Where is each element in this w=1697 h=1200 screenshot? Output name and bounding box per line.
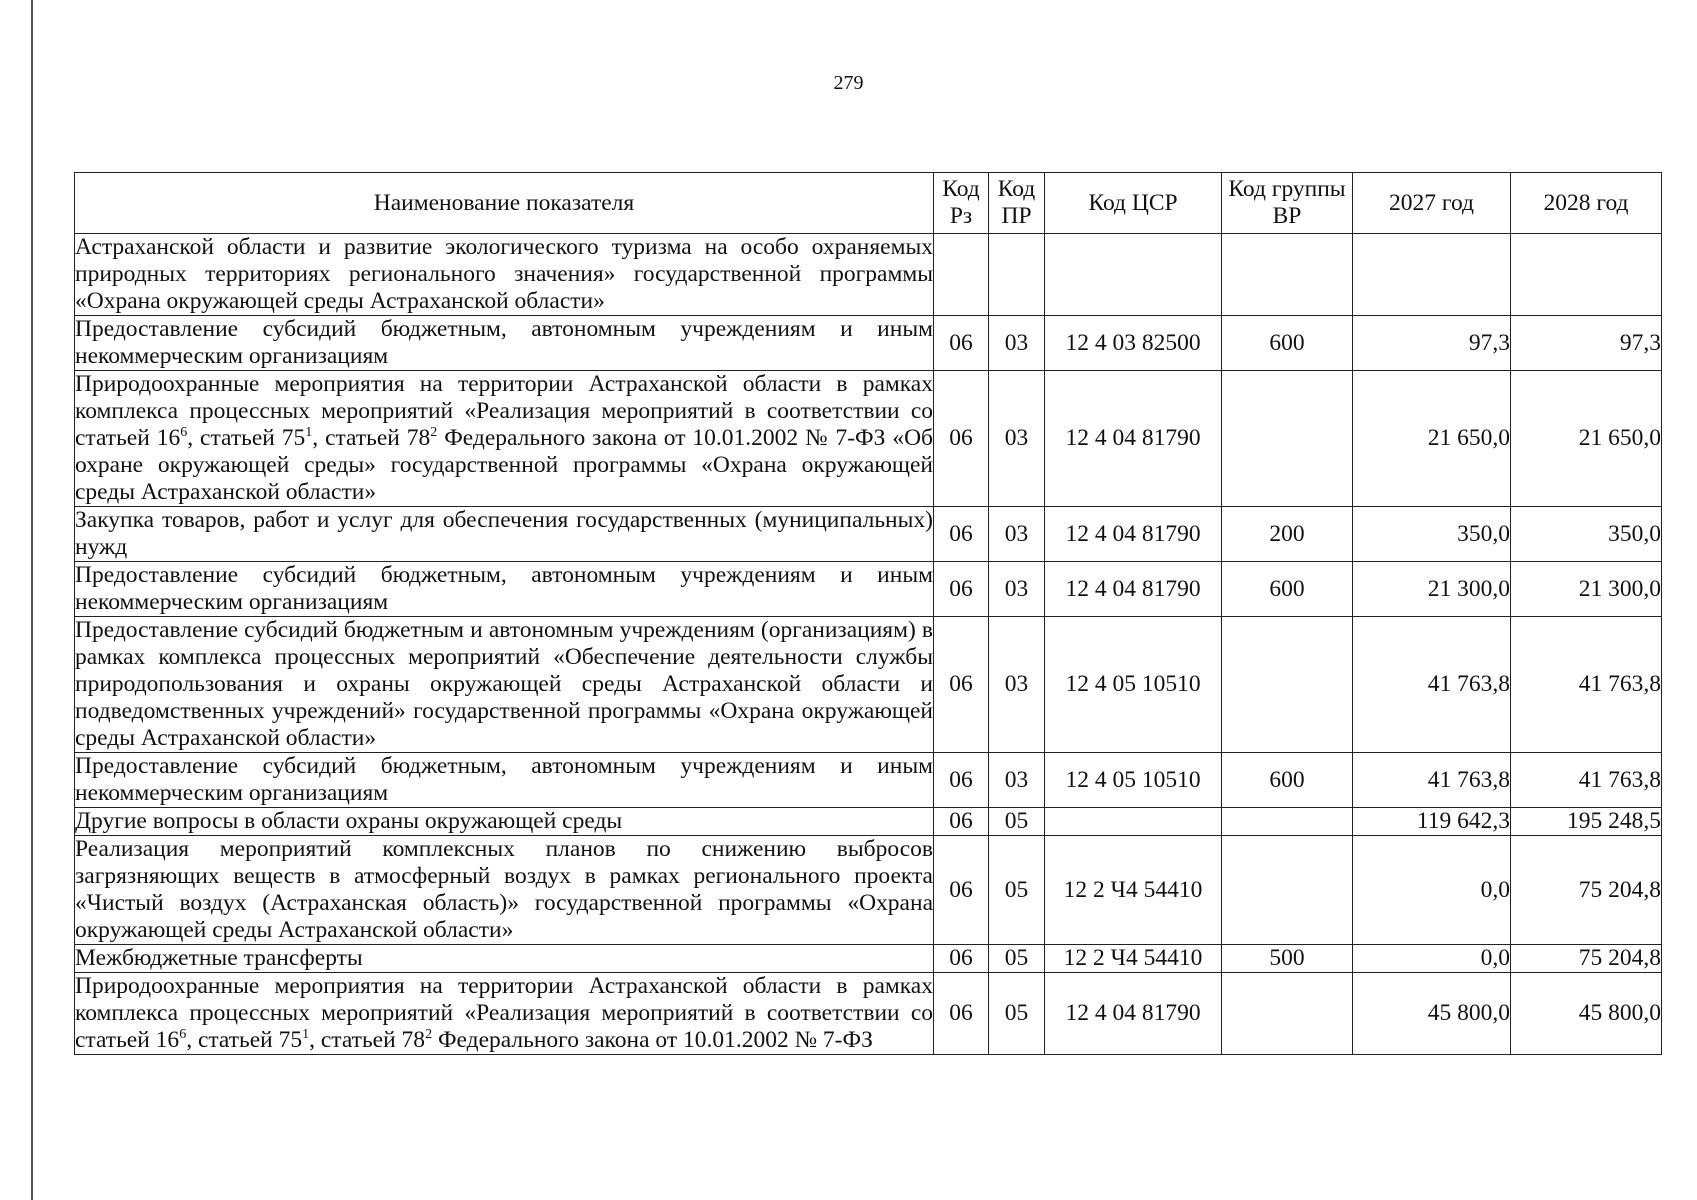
- row-2028: 75 204,8: [1511, 836, 1662, 945]
- table-row: [75, 973, 1662, 1055]
- page-number: 279: [833, 72, 864, 94]
- row-rz: 06: [934, 945, 989, 973]
- header-name: Наименование показателя: [75, 173, 934, 234]
- table-row: [75, 234, 1662, 316]
- row-csr: [1045, 234, 1222, 316]
- name-text: , статьей 78: [309, 1027, 426, 1053]
- name-text: Астраханской области и развитие экологического туризма на особо охраняемых природных территориях регионального значения» государственной программы «Охрана окружающей среды Астраханской области»: [75, 234, 933, 314]
- row-name: [75, 836, 934, 945]
- row-rz: 06: [934, 836, 989, 945]
- name-text: Федерального закона от 10.01.2002 № 7-ФЗ: [432, 1027, 873, 1053]
- row-2027: 350,0: [1353, 507, 1511, 562]
- row-vr: 500: [1222, 945, 1353, 973]
- row-name: [75, 973, 934, 1055]
- row-2028: 45 800,0: [1511, 973, 1662, 1055]
- row-2028: 41 763,8: [1511, 617, 1662, 753]
- row-2027: 21 650,0: [1353, 371, 1511, 507]
- name-text: Межбюджетные трансферты: [75, 945, 363, 971]
- superscript: 1: [302, 1027, 310, 1043]
- row-name: [75, 507, 934, 562]
- budget-table: [74, 172, 1662, 1055]
- header-csr: Код ЦСР: [1045, 173, 1222, 234]
- row-name: [75, 808, 934, 836]
- row-rz: 06: [934, 507, 989, 562]
- table-row: [75, 945, 1662, 973]
- table-body: [75, 234, 1662, 1055]
- row-2028: 97,3: [1511, 316, 1662, 371]
- row-2028: 41 763,8: [1511, 753, 1662, 808]
- name-text: Природоохранные мероприятия на территории Астраханской области в рамках комплекса процессных мероприятий «Реализация мероприятий в соответствии со статьей 16: [75, 371, 933, 451]
- row-pr: 03: [989, 753, 1045, 808]
- name-text: Другие вопросы в области охраны окружающей среды: [75, 808, 623, 834]
- row-2028: 75 204,8: [1511, 945, 1662, 973]
- row-pr: 03: [989, 507, 1045, 562]
- row-2027: [1353, 234, 1511, 316]
- header-vr: Код группы ВР: [1222, 173, 1353, 234]
- row-vr: [1222, 808, 1353, 836]
- row-pr: 05: [989, 808, 1045, 836]
- row-vr: 600: [1222, 753, 1353, 808]
- row-vr: [1222, 617, 1353, 753]
- row-vr: 200: [1222, 507, 1353, 562]
- table-row: [75, 371, 1662, 507]
- name-text: Предоставление субсидий бюджетным, автономным учреждениям и иным некоммерческим организациям: [75, 316, 933, 369]
- header-rz: Код Рз: [934, 173, 989, 234]
- row-csr: 12 4 05 10510: [1045, 753, 1222, 808]
- row-2028: [1511, 234, 1662, 316]
- row-pr: 05: [989, 836, 1045, 945]
- row-2027: 0,0: [1353, 836, 1511, 945]
- row-pr: 03: [989, 562, 1045, 617]
- row-vr: [1222, 234, 1353, 316]
- row-rz: 06: [934, 973, 989, 1055]
- row-csr: 12 4 04 81790: [1045, 973, 1222, 1055]
- row-pr: 03: [989, 617, 1045, 753]
- row-rz: [934, 234, 989, 316]
- superscript: 6: [179, 1027, 187, 1043]
- row-vr: [1222, 371, 1353, 507]
- row-rz: 06: [934, 808, 989, 836]
- name-text: Реализация мероприятий комплексных планов по снижению выбросов загрязняющих веществ в атмосферный воздух в рамках регионального проекта «Чистый воздух (Астраханская область)» государственной программы «Охрана окружающей среды Астраханской области»: [75, 836, 933, 943]
- name-text: Предоставление субсидий бюджетным и автономным учреждениям (организациям) в рамках комплекса процессных мероприятий «Обеспечение деятельности службы природопользования и охраны окружающей среды Астраханской области и подведомственных учреждений» государственной программы «Охрана окружающей среды Астраханской области»: [75, 617, 933, 751]
- row-2028: 21 650,0: [1511, 371, 1662, 507]
- row-csr: 12 2 Ч4 54410: [1045, 836, 1222, 945]
- row-name: [75, 316, 934, 371]
- row-rz: 06: [934, 617, 989, 753]
- header-2027: 2027 год: [1353, 173, 1511, 234]
- table-row: [75, 753, 1662, 808]
- row-2027: 45 800,0: [1353, 973, 1511, 1055]
- row-name: [75, 617, 934, 753]
- name-text: Предоставление субсидий бюджетным, автономным учреждениям и иным некоммерческим организациям: [75, 753, 933, 806]
- table-row: [75, 562, 1662, 617]
- row-csr: 12 4 04 81790: [1045, 562, 1222, 617]
- row-vr: [1222, 973, 1353, 1055]
- row-2027: 119 642,3: [1353, 808, 1511, 836]
- table-row: [75, 316, 1662, 371]
- row-pr: [989, 234, 1045, 316]
- row-2028: 21 300,0: [1511, 562, 1662, 617]
- superscript: 2: [425, 1027, 433, 1043]
- row-name: [75, 234, 934, 316]
- row-name: [75, 562, 934, 617]
- row-name: [75, 753, 934, 808]
- row-csr: 12 4 05 10510: [1045, 617, 1222, 753]
- superscript: 2: [430, 425, 438, 441]
- table-row: [75, 808, 1662, 836]
- row-2027: 41 763,8: [1353, 617, 1511, 753]
- row-name: [75, 371, 934, 507]
- row-vr: [1222, 836, 1353, 945]
- row-pr: 05: [989, 945, 1045, 973]
- name-text: Предоставление субсидий бюджетным, автономным учреждениям и иным некоммерческим организациям: [75, 562, 933, 615]
- name-text: Природоохранные мероприятия на территории Астраханской области в рамках комплекса процессных мероприятий «Реализация мероприятий в соответствии со статьей 16: [75, 973, 933, 1053]
- table-header-row: [75, 173, 1662, 234]
- binding-margin-line: [31, 0, 33, 1200]
- row-2028: 350,0: [1511, 507, 1662, 562]
- header-2028: 2028 год: [1511, 173, 1662, 234]
- row-vr: 600: [1222, 316, 1353, 371]
- row-2027: 0,0: [1353, 945, 1511, 973]
- superscript: 1: [305, 425, 313, 441]
- row-pr: 03: [989, 371, 1045, 507]
- name-text: , статьей 75: [186, 1027, 303, 1053]
- row-2027: 21 300,0: [1353, 562, 1511, 617]
- row-csr: [1045, 808, 1222, 836]
- row-rz: 06: [934, 371, 989, 507]
- row-pr: 03: [989, 316, 1045, 371]
- table-row: [75, 617, 1662, 753]
- superscript: 6: [180, 425, 188, 441]
- row-name: [75, 945, 934, 973]
- row-2027: 41 763,8: [1353, 753, 1511, 808]
- header-pr: Код ПР: [989, 173, 1045, 234]
- row-csr: 12 4 04 81790: [1045, 507, 1222, 562]
- table-row: [75, 507, 1662, 562]
- name-text: , статьей 75: [187, 425, 306, 451]
- table-row: [75, 836, 1662, 945]
- row-csr: 12 2 Ч4 54410: [1045, 945, 1222, 973]
- name-text: , статьей 78: [312, 425, 431, 451]
- row-rz: 06: [934, 316, 989, 371]
- row-vr: 600: [1222, 562, 1353, 617]
- row-2027: 97,3: [1353, 316, 1511, 371]
- row-csr: 12 4 03 82500: [1045, 316, 1222, 371]
- row-pr: 05: [989, 973, 1045, 1055]
- row-rz: 06: [934, 753, 989, 808]
- name-text: Закупка товаров, работ и услуг для обеспечения государственных (муниципальных) нужд: [75, 507, 933, 560]
- row-rz: 06: [934, 562, 989, 617]
- name-text: Федерального закона от 10.01.2002 № 7-ФЗ «Об охране окружающей среды» государственной программы «Охрана окружающей среды Астраханской области»: [75, 425, 933, 505]
- row-2028: 195 248,5: [1511, 808, 1662, 836]
- row-csr: 12 4 04 81790: [1045, 371, 1222, 507]
